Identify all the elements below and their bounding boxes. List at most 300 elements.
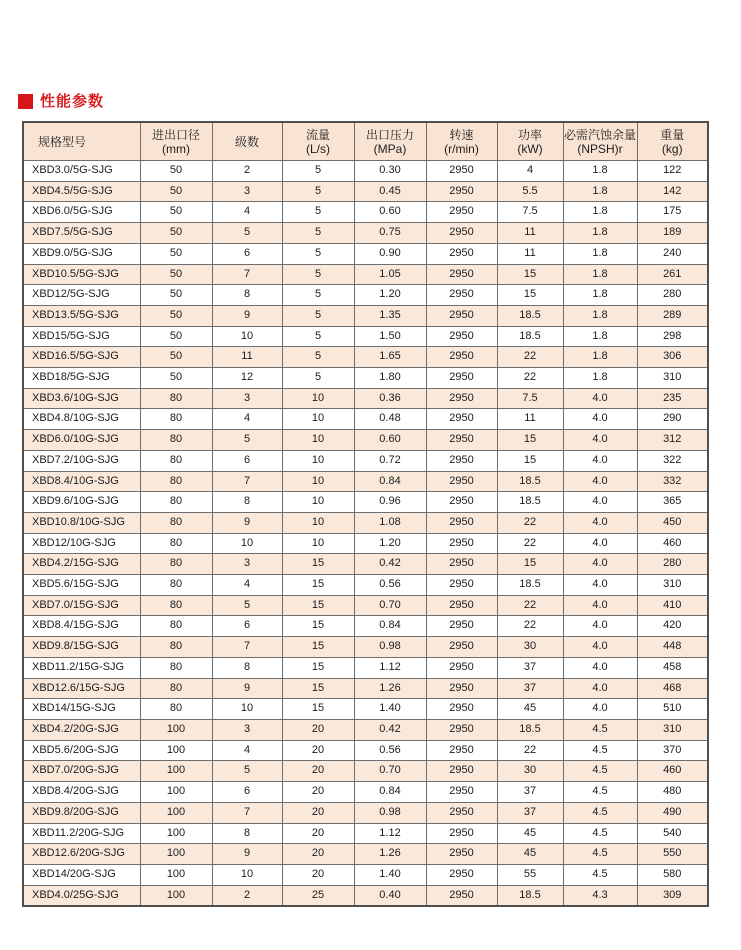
- table-cell: 7: [212, 264, 282, 285]
- header-row: [23, 122, 708, 161]
- table-cell: 10: [282, 471, 354, 492]
- model-cell: XBD8.4/20G-SJG: [23, 782, 140, 803]
- table-cell: 4.5: [563, 761, 637, 782]
- model-cell: XBD8.4/15G-SJG: [23, 616, 140, 637]
- model-cell: XBD9.8/20G-SJG: [23, 802, 140, 823]
- table-cell: 2950: [426, 409, 497, 430]
- table-cell: 80: [140, 492, 212, 513]
- table-cell: 6: [212, 616, 282, 637]
- table-cell: 4.5: [563, 719, 637, 740]
- table-cell: 4.0: [563, 512, 637, 533]
- table-cell: 4: [212, 575, 282, 596]
- table-cell: 12: [212, 368, 282, 389]
- model-cell: XBD16.5/5G-SJG: [23, 347, 140, 368]
- model-cell: XBD4.2/20G-SJG: [23, 719, 140, 740]
- table-cell: 15: [282, 616, 354, 637]
- table-cell: 18.5: [497, 326, 563, 347]
- header-unit: (kW): [517, 141, 543, 156]
- table-row: [23, 554, 708, 575]
- table-cell: 261: [637, 264, 708, 285]
- table-cell: 100: [140, 740, 212, 761]
- table-cell: 2950: [426, 492, 497, 513]
- table-cell: 22: [497, 512, 563, 533]
- table-cell: 10: [212, 533, 282, 554]
- table-cell: 1.8: [563, 368, 637, 389]
- table-cell: 2950: [426, 637, 497, 658]
- table-cell: 0.70: [354, 595, 426, 616]
- table-row: [23, 285, 708, 306]
- table-cell: 480: [637, 782, 708, 803]
- table-cell: 2950: [426, 326, 497, 347]
- table-cell: 9: [212, 305, 282, 326]
- table-cell: 10: [282, 450, 354, 471]
- table-cell: 0.60: [354, 202, 426, 223]
- table-cell: 0.40: [354, 885, 426, 906]
- table-row: [23, 347, 708, 368]
- model-cell: XBD3.0/5G-SJG: [23, 161, 140, 182]
- table-cell: 0.42: [354, 554, 426, 575]
- table-cell: 2950: [426, 264, 497, 285]
- table-cell: 15: [497, 430, 563, 451]
- table-cell: 10: [282, 409, 354, 430]
- table-row: [23, 885, 708, 906]
- table-cell: 20: [282, 761, 354, 782]
- table-cell: 310: [637, 719, 708, 740]
- table-row: [23, 802, 708, 823]
- table-cell: 22: [497, 368, 563, 389]
- table-cell: 4.0: [563, 388, 637, 409]
- table-cell: 22: [497, 740, 563, 761]
- table-cell: 50: [140, 161, 212, 182]
- table-cell: 0.75: [354, 223, 426, 244]
- model-cell: XBD3.6/10G-SJG: [23, 388, 140, 409]
- table-cell: 1.8: [563, 326, 637, 347]
- table-cell: 4.3: [563, 885, 637, 906]
- table-row: [23, 492, 708, 513]
- table-cell: 50: [140, 305, 212, 326]
- table-cell: 5: [282, 202, 354, 223]
- table-cell: 20: [282, 823, 354, 844]
- table-cell: 20: [282, 740, 354, 761]
- table-cell: 365: [637, 492, 708, 513]
- table-row: [23, 264, 708, 285]
- model-cell: XBD5.6/15G-SJG: [23, 575, 140, 596]
- table-cell: 2950: [426, 595, 497, 616]
- table-cell: 2950: [426, 823, 497, 844]
- table-cell: 30: [497, 761, 563, 782]
- table-cell: 1.65: [354, 347, 426, 368]
- table-cell: 2950: [426, 533, 497, 554]
- table-cell: 18.5: [497, 492, 563, 513]
- table-cell: 0.84: [354, 471, 426, 492]
- table-row: [23, 637, 708, 658]
- header-cell: [212, 122, 282, 161]
- header-cell: [140, 122, 212, 161]
- table-cell: 2950: [426, 388, 497, 409]
- table-cell: 15: [497, 285, 563, 306]
- table-cell: 4.0: [563, 699, 637, 720]
- table-cell: 4.5: [563, 844, 637, 865]
- table-cell: 0.98: [354, 802, 426, 823]
- table-cell: 4.5: [563, 740, 637, 761]
- model-cell: XBD14/20G-SJG: [23, 864, 140, 885]
- table-cell: 2: [212, 161, 282, 182]
- page-title: 性能参数: [40, 93, 105, 110]
- header-unit: (MPa): [373, 141, 407, 156]
- table-cell: 15: [497, 450, 563, 471]
- table-cell: 540: [637, 823, 708, 844]
- table-cell: 20: [282, 782, 354, 803]
- table-body: [23, 161, 708, 907]
- table-cell: 11: [212, 347, 282, 368]
- model-cell: XBD6.0/5G-SJG: [23, 202, 140, 223]
- table-cell: 490: [637, 802, 708, 823]
- model-cell: XBD7.0/20G-SJG: [23, 761, 140, 782]
- table-row: [23, 657, 708, 678]
- table-cell: 2950: [426, 699, 497, 720]
- table-cell: 309: [637, 885, 708, 906]
- table-cell: 4.0: [563, 430, 637, 451]
- table-cell: 2950: [426, 657, 497, 678]
- table-cell: 0.42: [354, 719, 426, 740]
- table-cell: 0.84: [354, 616, 426, 637]
- header-unit: (mm): [162, 141, 190, 156]
- table-cell: 306: [637, 347, 708, 368]
- table-cell: 2950: [426, 243, 497, 264]
- table-cell: 100: [140, 823, 212, 844]
- table-cell: 11: [497, 409, 563, 430]
- table-row: [23, 161, 708, 182]
- table-row: [23, 864, 708, 885]
- table-cell: 45: [497, 844, 563, 865]
- model-cell: XBD7.5/5G-SJG: [23, 223, 140, 244]
- table-cell: 460: [637, 533, 708, 554]
- table-cell: 80: [140, 678, 212, 699]
- table-cell: 2950: [426, 181, 497, 202]
- table-cell: 37: [497, 782, 563, 803]
- table-cell: 18.5: [497, 305, 563, 326]
- header-cell: [23, 122, 140, 161]
- table-row: [23, 430, 708, 451]
- table-cell: 4: [212, 740, 282, 761]
- table-cell: 10: [282, 533, 354, 554]
- table-cell: 22: [497, 616, 563, 637]
- table-cell: 1.8: [563, 161, 637, 182]
- table-cell: 80: [140, 450, 212, 471]
- table-row: [23, 512, 708, 533]
- table-cell: 5: [212, 430, 282, 451]
- table-cell: 80: [140, 657, 212, 678]
- model-cell: XBD4.8/10G-SJG: [23, 409, 140, 430]
- table-cell: 4.0: [563, 554, 637, 575]
- table-cell: 100: [140, 864, 212, 885]
- table-cell: 4: [212, 409, 282, 430]
- table-cell: 0.30: [354, 161, 426, 182]
- model-cell: XBD7.0/15G-SJG: [23, 595, 140, 616]
- table-cell: 5: [282, 326, 354, 347]
- table-cell: 80: [140, 575, 212, 596]
- table-cell: 2950: [426, 575, 497, 596]
- table-cell: 1.40: [354, 699, 426, 720]
- table-cell: 3: [212, 719, 282, 740]
- table-cell: 15: [282, 678, 354, 699]
- table-cell: 2950: [426, 616, 497, 637]
- table-row: [23, 533, 708, 554]
- table-cell: 80: [140, 699, 212, 720]
- table-cell: 50: [140, 181, 212, 202]
- table-row: [23, 740, 708, 761]
- table-cell: 5: [282, 347, 354, 368]
- table-cell: 5: [282, 223, 354, 244]
- table-cell: 80: [140, 616, 212, 637]
- table-cell: 0.96: [354, 492, 426, 513]
- table-row: [23, 699, 708, 720]
- table-cell: 2950: [426, 450, 497, 471]
- table-cell: 1.8: [563, 264, 637, 285]
- table-cell: 5: [212, 761, 282, 782]
- table-cell: 8: [212, 492, 282, 513]
- table-cell: 7.5: [497, 202, 563, 223]
- header-cell: [282, 122, 354, 161]
- table-cell: 20: [282, 719, 354, 740]
- table-cell: 100: [140, 782, 212, 803]
- table-row: [23, 719, 708, 740]
- table-cell: 2950: [426, 802, 497, 823]
- table-cell: 1.35: [354, 305, 426, 326]
- model-cell: XBD12.6/20G-SJG: [23, 844, 140, 865]
- table-cell: 2950: [426, 678, 497, 699]
- table-cell: 0.60: [354, 430, 426, 451]
- table-cell: 458: [637, 657, 708, 678]
- table-cell: 50: [140, 223, 212, 244]
- table-cell: 510: [637, 699, 708, 720]
- header-unit: (r/min): [444, 141, 479, 156]
- model-cell: XBD18/5G-SJG: [23, 368, 140, 389]
- table-cell: 1.8: [563, 243, 637, 264]
- table-cell: 5: [282, 368, 354, 389]
- table-cell: 289: [637, 305, 708, 326]
- table-cell: 50: [140, 243, 212, 264]
- table-cell: 0.72: [354, 450, 426, 471]
- table-cell: 2950: [426, 471, 497, 492]
- table-cell: 50: [140, 264, 212, 285]
- table-row: [23, 471, 708, 492]
- table-cell: 2950: [426, 347, 497, 368]
- table-cell: 0.56: [354, 575, 426, 596]
- table-cell: 10: [212, 699, 282, 720]
- table-cell: 5: [282, 305, 354, 326]
- table-cell: 5: [282, 285, 354, 306]
- model-cell: XBD12/5G-SJG: [23, 285, 140, 306]
- header-label: 重量: [660, 127, 685, 142]
- table-cell: 4.0: [563, 492, 637, 513]
- table-cell: 8: [212, 823, 282, 844]
- table-cell: 580: [637, 864, 708, 885]
- header-unit: (L/s): [306, 141, 330, 156]
- table-cell: 80: [140, 430, 212, 451]
- header-label: 流量: [305, 127, 330, 142]
- table-cell: 2950: [426, 719, 497, 740]
- table-cell: 4: [212, 202, 282, 223]
- table-cell: 1.8: [563, 347, 637, 368]
- table-cell: 2950: [426, 864, 497, 885]
- table-cell: 50: [140, 368, 212, 389]
- table-cell: 7: [212, 471, 282, 492]
- table-cell: 410: [637, 595, 708, 616]
- table-cell: 2950: [426, 740, 497, 761]
- model-cell: XBD12/10G-SJG: [23, 533, 140, 554]
- table-cell: 5: [282, 161, 354, 182]
- table-row: [23, 761, 708, 782]
- table-cell: 18.5: [497, 719, 563, 740]
- table-cell: 10: [282, 388, 354, 409]
- table-cell: 3: [212, 181, 282, 202]
- table-cell: 80: [140, 533, 212, 554]
- model-cell: XBD14/15G-SJG: [23, 699, 140, 720]
- table-cell: 298: [637, 326, 708, 347]
- table-cell: 142: [637, 181, 708, 202]
- table-cell: 37: [497, 802, 563, 823]
- table-cell: 5: [282, 243, 354, 264]
- header-cell: [426, 122, 497, 161]
- section-title: [18, 94, 104, 109]
- table-cell: 322: [637, 450, 708, 471]
- table-cell: 1.40: [354, 864, 426, 885]
- table-row: [23, 223, 708, 244]
- table-cell: 1.05: [354, 264, 426, 285]
- model-cell: XBD13.5/5G-SJG: [23, 305, 140, 326]
- table-cell: 2950: [426, 885, 497, 906]
- table-cell: 370: [637, 740, 708, 761]
- table-cell: 189: [637, 223, 708, 244]
- table-cell: 1.20: [354, 533, 426, 554]
- table-cell: 175: [637, 202, 708, 223]
- table-row: [23, 823, 708, 844]
- table-cell: 5: [282, 264, 354, 285]
- table-cell: 1.8: [563, 181, 637, 202]
- table-cell: 100: [140, 761, 212, 782]
- model-cell: XBD7.2/10G-SJG: [23, 450, 140, 471]
- table-cell: 10: [212, 326, 282, 347]
- table-row: [23, 616, 708, 637]
- table-cell: 9: [212, 678, 282, 699]
- table-cell: 50: [140, 326, 212, 347]
- table-cell: 235: [637, 388, 708, 409]
- table-row: [23, 388, 708, 409]
- model-cell: XBD8.4/10G-SJG: [23, 471, 140, 492]
- header-label: 出口压力: [365, 127, 414, 142]
- table-cell: 15: [282, 699, 354, 720]
- header-cell: [354, 122, 426, 161]
- table-cell: 80: [140, 512, 212, 533]
- table-cell: 1.8: [563, 223, 637, 244]
- table-cell: 15: [282, 657, 354, 678]
- model-cell: XBD11.2/20G-SJG: [23, 823, 140, 844]
- table-cell: 450: [637, 512, 708, 533]
- table-row: [23, 181, 708, 202]
- table-cell: 10: [212, 864, 282, 885]
- table-cell: 550: [637, 844, 708, 865]
- table-row: [23, 595, 708, 616]
- table-cell: 10: [282, 430, 354, 451]
- table-cell: 4.0: [563, 471, 637, 492]
- table-cell: 0.36: [354, 388, 426, 409]
- table-cell: 10: [282, 512, 354, 533]
- model-cell: XBD15/5G-SJG: [23, 326, 140, 347]
- table-cell: 18.5: [497, 471, 563, 492]
- model-cell: XBD10.8/10G-SJG: [23, 512, 140, 533]
- table-cell: 8: [212, 657, 282, 678]
- spec-table: [22, 121, 709, 907]
- table-cell: 8: [212, 285, 282, 306]
- table-cell: 1.08: [354, 512, 426, 533]
- table-cell: 80: [140, 471, 212, 492]
- table-cell: 4.0: [563, 637, 637, 658]
- table-cell: 0.45: [354, 181, 426, 202]
- table-cell: 2950: [426, 368, 497, 389]
- table-cell: 0.98: [354, 637, 426, 658]
- table-cell: 332: [637, 471, 708, 492]
- table-cell: 5.5: [497, 181, 563, 202]
- table-cell: 15: [282, 575, 354, 596]
- table-cell: 468: [637, 678, 708, 699]
- table-cell: 290: [637, 409, 708, 430]
- table-cell: 1.26: [354, 844, 426, 865]
- table-cell: 420: [637, 616, 708, 637]
- header-label: 转速: [449, 127, 474, 142]
- table-cell: 6: [212, 782, 282, 803]
- table-cell: 11: [497, 243, 563, 264]
- table-cell: 6: [212, 243, 282, 264]
- table-row: [23, 844, 708, 865]
- table-cell: 7.5: [497, 388, 563, 409]
- model-cell: XBD4.5/5G-SJG: [23, 181, 140, 202]
- model-cell: XBD9.6/10G-SJG: [23, 492, 140, 513]
- table-cell: 15: [497, 264, 563, 285]
- table-cell: 15: [282, 595, 354, 616]
- table-cell: 1.12: [354, 823, 426, 844]
- table-cell: 0.56: [354, 740, 426, 761]
- table-cell: 1.80: [354, 368, 426, 389]
- table-cell: 37: [497, 678, 563, 699]
- table-row: [23, 326, 708, 347]
- table-row: [23, 575, 708, 596]
- table-cell: 0.90: [354, 243, 426, 264]
- table-cell: 310: [637, 575, 708, 596]
- table-cell: 80: [140, 554, 212, 575]
- model-cell: XBD9.8/15G-SJG: [23, 637, 140, 658]
- table-row: [23, 305, 708, 326]
- table-cell: 5: [212, 595, 282, 616]
- table-cell: 50: [140, 202, 212, 223]
- table-cell: 4.5: [563, 864, 637, 885]
- table-cell: 312: [637, 430, 708, 451]
- table-cell: 4.0: [563, 533, 637, 554]
- table-row: [23, 450, 708, 471]
- table-cell: 55: [497, 864, 563, 885]
- table-cell: 22: [497, 595, 563, 616]
- table-cell: 3: [212, 554, 282, 575]
- header-label: 进出口径: [151, 127, 200, 142]
- table-cell: 2950: [426, 285, 497, 306]
- table-cell: 1.26: [354, 678, 426, 699]
- table-cell: 1.8: [563, 202, 637, 223]
- table-cell: 18.5: [497, 885, 563, 906]
- header-label: 规格型号: [38, 134, 87, 149]
- table-cell: 50: [140, 347, 212, 368]
- model-cell: XBD4.2/15G-SJG: [23, 554, 140, 575]
- header-cell: [637, 122, 708, 161]
